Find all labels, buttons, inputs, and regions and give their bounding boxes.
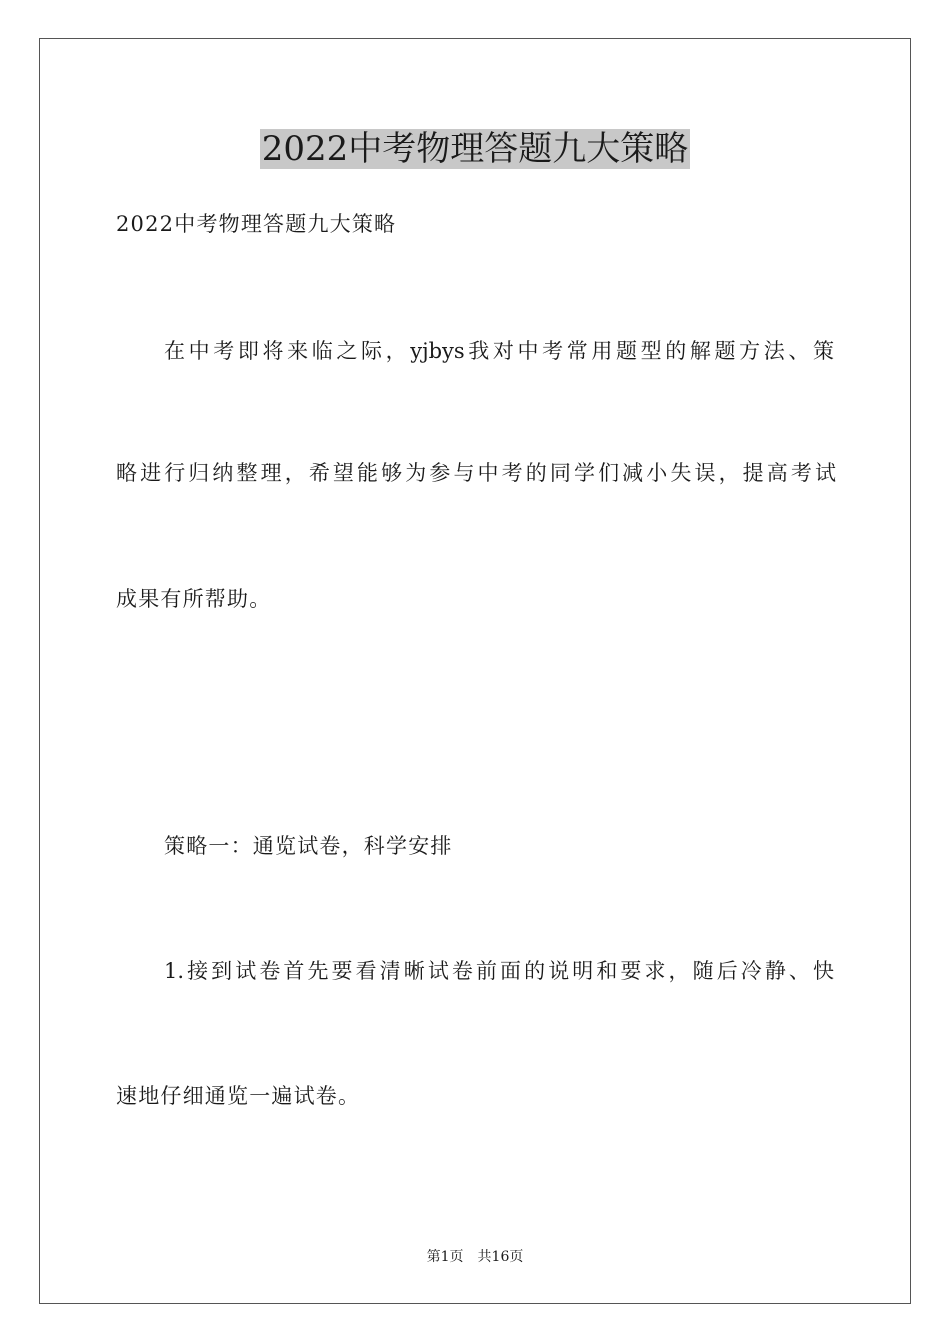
paragraph-line: 速地仔细通览一遍试卷。 (116, 1084, 361, 1108)
section-heading: 策略一：通览试卷，科学安排 (164, 834, 453, 858)
page-number: 第1页 (426, 1249, 464, 1265)
document-subtitle: 2022中考物理答题九大策略 (116, 212, 397, 236)
document-title (0, 127, 950, 171)
page-total: 共16页 (477, 1249, 524, 1265)
document-title-text: 2022中考物理答题九大策略 (261, 129, 689, 169)
paragraph-line: 成果有所帮助。 (116, 587, 272, 611)
paragraph-line: 1.接到试卷首先要看清晰试卷前面的说明和要求，随后冷静、快 (164, 959, 834, 983)
paragraph-line: 略进行归纳整理，希望能够为参与中考的同学们减小失误，提高考试 (116, 461, 836, 485)
page-footer (0, 1247, 950, 1267)
paragraph-line: 在中考即将来临之际，yjbys我对中考常用题型的解题方法、策 (164, 339, 834, 363)
